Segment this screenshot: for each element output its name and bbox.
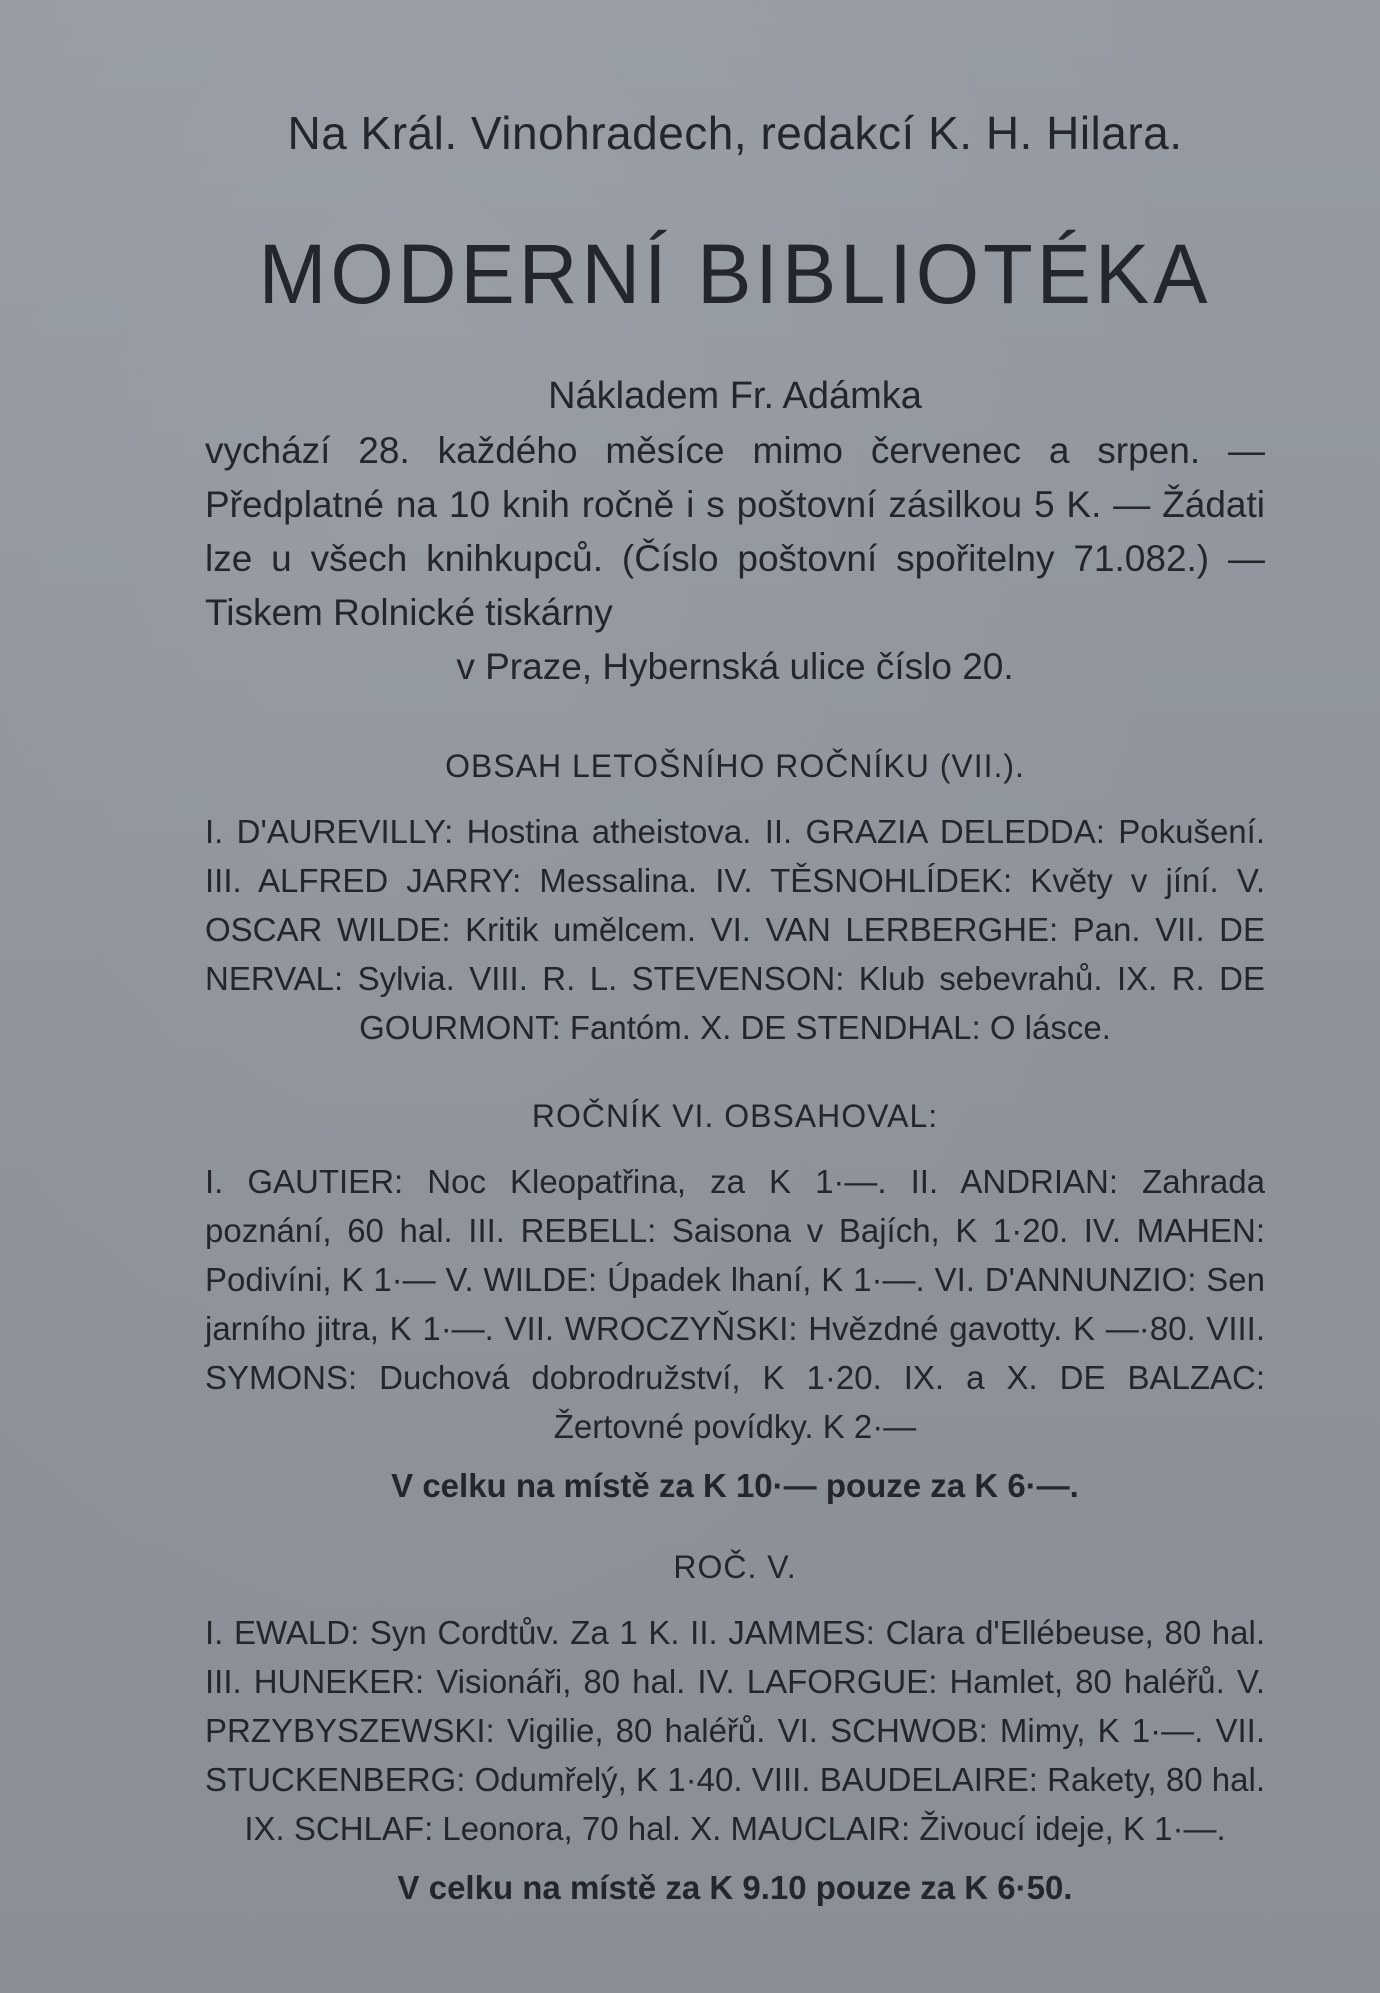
volume-vi-heading: ROČNÍK VI. OBSAHOVAL: <box>531 1098 939 1134</box>
subscription-info-address: v Praze, Hybernská ulice číslo 20. <box>456 646 1014 687</box>
volume-v-contents: I. EWALD: Syn Cordtův. Za 1 K. II. JAMMES: Clara d'Ellébeuse, 80 hal. III. HUNEKER: Visionáři, 80 hal. IV. LAFORGUE: Hamlet, 80 haléřů. V. PRZYBYSZEWSKI: Vigilie, 80 haléřů. VI. SCHWOB: Mimy, K 1·—. VII. STUCKENBERG: Odumřelý, K 1·40. VIII. BAUDELAIRE: Rakety, 80 hal. IX. SCHLAF: Leonora, 70 hal. X. MAUCLAIR: Živoucí ideje, K 1·—. <box>205 1614 1265 1847</box>
subscription-info <box>205 424 1265 694</box>
series-title: MODERNÍ BIBLIOTÉKA <box>258 227 1212 321</box>
volume-vii-heading: OBSAH LETOŠNÍHO ROČNÍKU (VII.). <box>445 748 1025 784</box>
volume-vi-contents: I. GAUTIER: Noc Kleopatřina, za K 1·—. II. ANDRIAN: Zahrada poznání, 60 hal. III. REBELL: Saisona v Bajích, K 1·20. IV. MAHEN: Podivíni, K 1·— V. WILDE: Úpadek lhaní, K 1·—. VI. D'ANNUNZIO: Sen jarního jitra, K 1·—. VII. WROCZYŇSKI: Hvězdné gavotty. K —·80. VIII. SYMONS: Duchová dobrodružství, K 1·20. IX. a X. DE BALZAC: Žertovné povídky. K 2·— <box>205 1163 1265 1445</box>
volume-vi-total: V celku na místě za K 10·— pouze za K 6·—. <box>391 1467 1079 1504</box>
volume-v-heading: ROČ. V. <box>673 1549 797 1585</box>
cover-text-column <box>205 100 1265 1907</box>
volume-vii-contents: I. D'AUREVILLY: Hostina atheistova. II. GRAZIA DELEDDA: Pokušení. III. ALFRED JARRY: Messalina. IV. TĚSNOHLÍDEK: Květy v jíní. V. OSCAR WILDE: Kritik umělcem. VI. VAN LERBERGHE: Pan. VII. DE NERVAL: Sylvia. VIII. R. L. STEVENSON: Klub sebevrahů. IX. R. DE GOURMONT: Fantóm. X. DE STENDHAL: O lásce. <box>205 813 1265 1046</box>
volume-v-total: V celku na místě za K 9.10 pouze za K 6·50. <box>397 1869 1073 1906</box>
publisher-line: Nákladem Fr. Adámka <box>548 375 922 417</box>
editor-line: Na Král. Vinohradech, redakcí K. H. Hilara. <box>287 107 1183 159</box>
subscription-info-body: vychází 28. každého měsíce mimo červenec a srpen. — Předplatné na 10 knih ročně i s poštovní zásilkou 5 K. — Žádati lze u všech knihkupců. (Číslo poštovní spořitelny 71.082.) — Tiskem Rolnické tiskárny <box>205 430 1265 633</box>
